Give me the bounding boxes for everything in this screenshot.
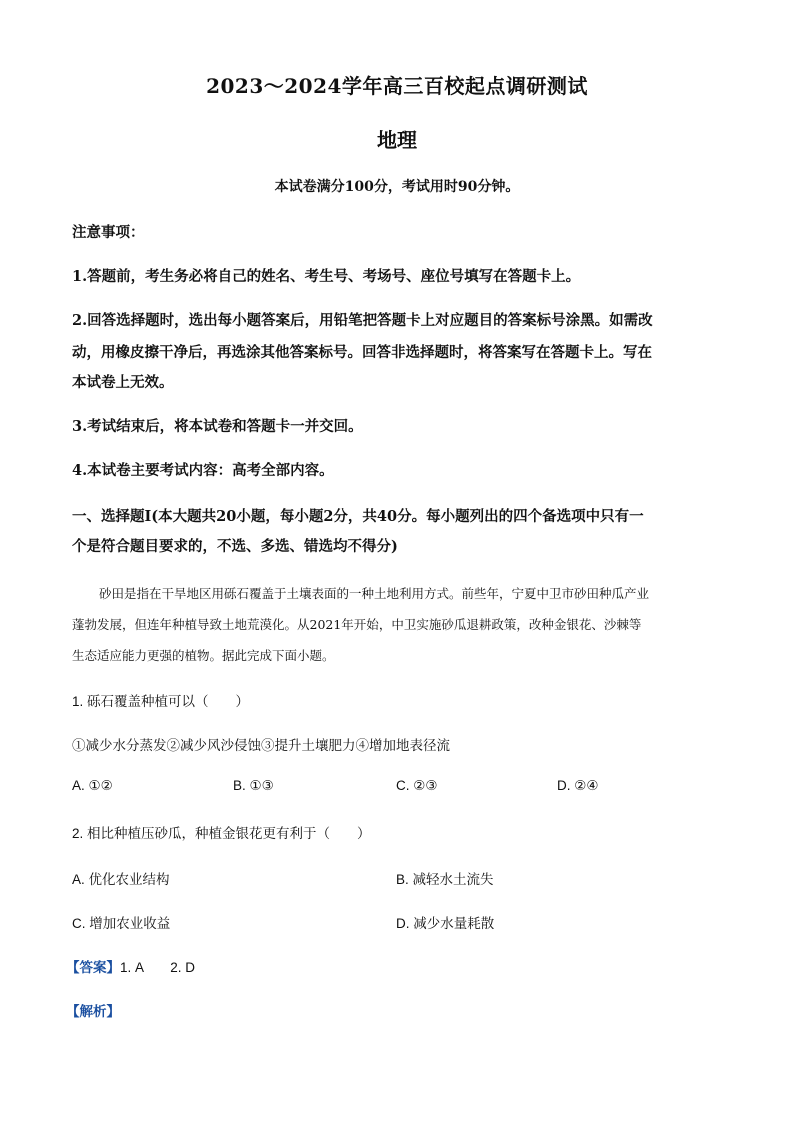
notice-item-1: 1.答题前，考生务必将自己的姓名、考生号、考场号、座位号填写在答题卡上。: [72, 268, 581, 285]
exam-meta: 本试卷满分100分，考试用时90分钟。: [274, 179, 520, 195]
question-2-option-c: C. 增加农业收益: [72, 916, 171, 931]
passage-line-3: 生态适应能力更强的植物。据此完成下面小题。: [72, 648, 335, 663]
question-2-option-b: B. 减轻水土流失: [396, 872, 494, 887]
question-1-stem: 1. 砾石覆盖种植可以（ ）: [72, 694, 250, 709]
notice-item-3: 3.考试结束后，将本试卷和答题卡一并交回。: [72, 418, 363, 435]
question-1-statements: ①减少水分蒸发②减少风沙侵蚀③提升土壤肥力④增加地表径流: [72, 738, 450, 753]
question-1-option-a: A. ①②: [72, 778, 113, 793]
notice-item-2-line-1: 2.回答选择题时，选出每小题答案后，用铅笔把答题卡上对应题目的答案标号涂黑。如需改: [72, 312, 653, 329]
section-heading-line-1: 一、选择题Ⅰ(本大题共20小题，每小题2分，共40分。每小题列出的四个备选项中只有一: [72, 508, 644, 525]
analysis-tag: 【解析】: [66, 1004, 120, 1019]
question-2-stem: 2. 相比种植压砂瓜，种植金银花更有利于（ ）: [72, 826, 371, 841]
answer-line: [66, 956, 195, 976]
section-heading-line-2: 个是符合题目要求的，不选、多选、错选均不得分): [72, 538, 398, 555]
question-1-option-d: D. ②④: [557, 778, 599, 793]
question-2-option-a: A. 优化农业结构: [72, 872, 170, 887]
notice-item-4: 4.本试卷主要考试内容：高考全部内容。: [72, 462, 334, 479]
subject-title: 地理: [377, 128, 417, 152]
reading-passage: [72, 578, 724, 671]
passage-line-1: 砂田是指在干旱地区用砾石覆盖于土壤表面的一种土地利用方式。前些年，宁夏中卫市砂田种瓜产业: [99, 586, 650, 601]
answer-tag: 【答案】: [66, 960, 120, 975]
question-1-option-c: C. ②③: [396, 778, 438, 793]
passage-line-2: 蓬勃发展，但连年种植导致土地荒漠化。从2021年开始，中卫实施砂瓜退耕政策，改种金银花、沙棘等: [72, 617, 642, 632]
notice-heading: 注意事项：: [72, 224, 145, 241]
analysis-line: [66, 1000, 120, 1020]
question-2-option-d: D. 减少水量耗散: [396, 916, 495, 931]
answer-text: 1. A 2. D: [120, 960, 196, 975]
notice-item-2-line-3: 本试卷上无效。: [72, 374, 174, 391]
exam-title: 2023～2024学年高三百校起点调研测试: [206, 74, 588, 98]
question-1-option-b: B. ①③: [233, 778, 274, 793]
notice-item-2-line-2: 动，用橡皮擦干净后，再选涂其他答案标号。回答非选择题时，将答案写在答题卡上。写在: [72, 344, 652, 361]
